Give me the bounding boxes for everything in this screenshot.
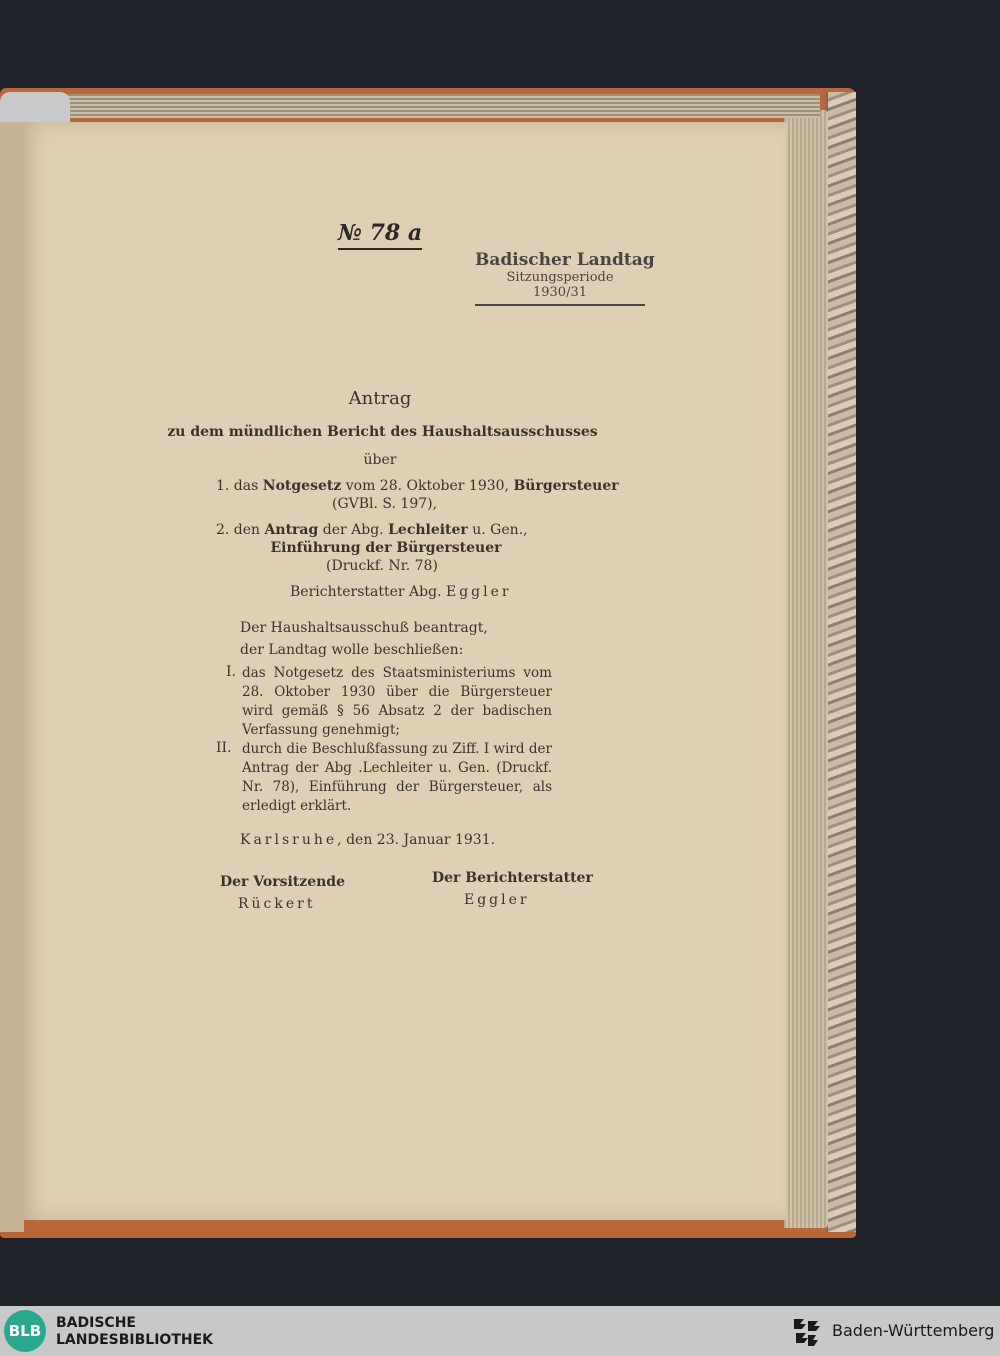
document-number: № 78 a <box>338 220 422 250</box>
sign-left-name: Rückert <box>238 896 316 912</box>
point-2-text: durch die Beschlußfassung zu Ziff. I wird der Antrag der Abg .Lechleiter u. Gen. (Druckf. Nr. 78), Einführung der Bürgersteuer, als erledigt erklärt. <box>242 741 552 814</box>
state-name[interactable]: Baden-Württemberg <box>832 1321 995 1340</box>
stamp-box <box>475 250 655 306</box>
library-name-line-2: LANDESBIBLIOTHEK <box>56 1332 214 1348</box>
coat-of-arms-icon <box>790 1315 822 1349</box>
item-2-line-3: (Druckf. Nr. 78) <box>326 558 438 574</box>
item-1-line-2: (GVBl. S. 197), <box>332 496 438 512</box>
stamp-line-3: 1930/31 <box>532 285 587 300</box>
item-2-line-1 <box>216 522 528 538</box>
document-title: Antrag <box>348 388 412 409</box>
item-1-law: Notgesetz <box>262 478 342 494</box>
item-2-antrag: Antrag <box>264 522 319 538</box>
stamp <box>475 250 655 306</box>
library-name-line-1: BADISCHE <box>56 1315 136 1331</box>
ueber-text: über <box>363 452 397 468</box>
item-2-gen: u. Gen., <box>467 522 528 538</box>
place-rest: , den 23. Januar 1931. <box>337 832 496 848</box>
sign-right-name: Eggler <box>464 892 530 908</box>
reporter-line <box>290 584 512 600</box>
item-1-date: vom 28. Oktober 1930, <box>341 478 514 494</box>
library-name[interactable] <box>56 1315 213 1349</box>
intro-line-1: Der Haushaltsausschuß beantragt, <box>240 620 488 636</box>
footer-bar <box>0 1306 1000 1356</box>
page-top-edges <box>30 94 820 118</box>
item-1-prefix: 1. das <box>216 478 263 494</box>
reporter-label: Berichterstatter Abg. <box>290 584 446 600</box>
blb-logo[interactable]: BLB <box>4 1310 46 1352</box>
item-1-line-1 <box>216 478 619 494</box>
book-marbled-edge <box>826 92 856 1232</box>
item-2-prefix: 2. den <box>216 522 265 538</box>
sign-left-title: Der Vorsitzende <box>220 874 345 890</box>
point-1-text: das Notgesetz des Staatsministeriums vom 28. Oktober 1930 über die Bürgersteuer wird gemäß § 56 Absatz 2 der badischen Verfassung genehmigt; <box>242 665 552 738</box>
document-subtitle: zu dem mündlichen Bericht des Haushaltsausschusses <box>167 424 598 440</box>
point-2-mark: II. <box>216 740 232 756</box>
reporter-name: Eggler <box>445 584 512 600</box>
stamp-line-1: Badischer Landtag <box>475 250 655 270</box>
item-1-tax: Bürgersteuer <box>513 478 619 494</box>
intro-line-2: der Landtag wolle beschließen: <box>240 642 464 658</box>
item-2-line-2: Einführung der Bürgersteuer <box>270 540 502 556</box>
document-page <box>20 122 786 1220</box>
place-date <box>240 832 495 848</box>
place-city: Karlsruhe <box>240 832 338 848</box>
point-1-mark: I. <box>226 664 236 680</box>
sign-right-title: Der Berichterstatter <box>432 870 593 886</box>
page-edges <box>784 110 828 1228</box>
item-2-abg: der Abg. <box>318 522 389 538</box>
stamp-line-2: Sitzungsperiode <box>506 270 614 285</box>
item-2-name: Lechleiter <box>388 522 468 538</box>
